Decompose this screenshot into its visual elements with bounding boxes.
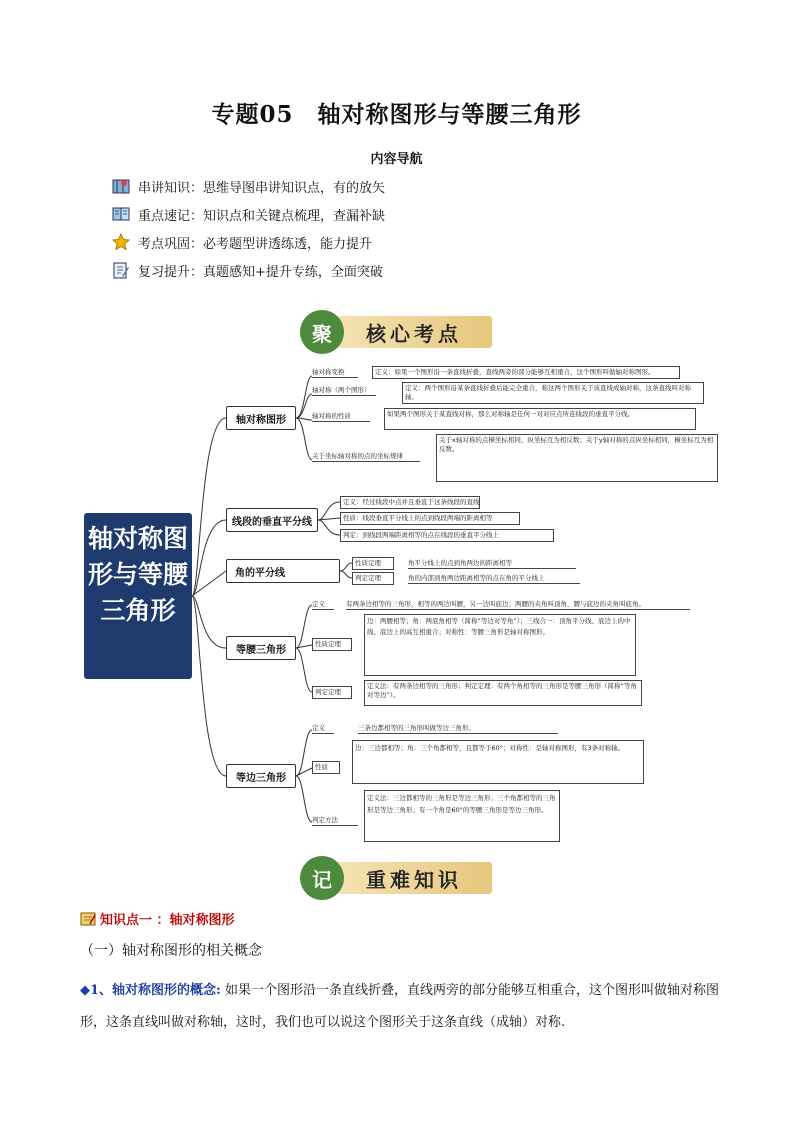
page-title: 专题05 轴对称图形与等腰三角形 xyxy=(211,101,582,128)
mindmap-branch: 等腰三角形 xyxy=(226,636,296,660)
concept-text: 如果一个图形沿一条直线折叠，直线两旁的部分能够互相重合，这个图形叫做轴对称图形，这条直线叫做对称轴，这时，我们也可以说这个图形关于这条直线（成轴）对称. xyxy=(80,983,719,1030)
mindmap-leaf-detail: 定义：如果一个图形沿一条直线折叠，直线两旁的部分能够互相重合，这个图形叫做轴对称图形。 xyxy=(372,366,680,379)
content-nav-title: 内容导航 xyxy=(370,152,423,167)
mindmap-leaf: 定义：经过线段中点并且垂直于这条线段的直线 xyxy=(340,496,480,509)
concept-paragraph xyxy=(80,975,720,1039)
mindmap-leaf: 判定：到线段两端距离相等的点在线段的垂直平分线上 xyxy=(340,529,554,542)
section-subheading: （一）轴对称图形的相关概念 xyxy=(80,943,262,959)
mindmap-leaf: 性质定理 xyxy=(352,557,394,570)
banner-badge: 记 xyxy=(300,856,344,900)
mindmap-leaf: 轴对称变换 xyxy=(312,368,358,378)
mindmap-leaf-detail: 角平分线上的点到角两边的距离相等 xyxy=(408,559,576,569)
mindmap-leaf: 判定方法 xyxy=(312,816,358,826)
mindmap-leaf: 定义 xyxy=(312,600,334,610)
mindmap-leaf-detail: 如果两个图形关于某直线对称，那么对称轴是任何一对对应点所连线段的垂直平分线。 xyxy=(384,408,696,430)
concept-label: ◆1、轴对称图形的概念: xyxy=(80,983,221,998)
mindmap-leaf-detail: 边：三边都相等；角：三个角都相等，且都等于60°；对称性：是轴对称图形，有3条对称轴。 xyxy=(352,740,644,784)
mindmap-root: 轴对称图形与等腰三角形 xyxy=(84,513,192,679)
banner-key-knowledge xyxy=(300,856,494,900)
mindmap-leaf: 性质定理 xyxy=(312,638,352,651)
mindmap-branch: 线段的垂直平分线 xyxy=(226,508,318,532)
mindmap-branch: 等边三角形 xyxy=(226,764,296,788)
mindmap-leaf: 性质：线段垂直平分线上的点到线段两端的距离相等 xyxy=(340,512,520,525)
mindmap-leaf-detail: 有两条边相等的三角形，相等的两边叫腰，另一边叫底边；两腰的夹角叫顶角，腰与底边的夹角叫底角。 xyxy=(346,600,690,610)
nav-item-label: 串讲知识：思维导图串讲知识点，有的放矢 xyxy=(138,180,386,196)
mindmap-leaf: 轴对称的性质 xyxy=(312,412,370,422)
section-heading-text: 知识点一 ：轴对称图形 xyxy=(100,913,235,928)
mindmap-leaf: 定义 xyxy=(312,724,334,734)
mindmap-leaf-detail: 定义：两个图形沿某条直线折叠后能完全重合，称这两个图形关于该直线成轴对称，这条直线叫对称轴。 xyxy=(402,382,704,404)
mindmap-leaf: 性质 xyxy=(312,761,340,774)
section-heading xyxy=(80,909,235,928)
mindmap-leaf-detail: 三条边都相等的三角形叫做等边三角形。 xyxy=(358,724,558,734)
mindmap-leaf: 关于坐标轴对称的点的坐标规律 xyxy=(312,452,420,462)
mindmap-leaf-detail: 角的内部到角两边距离相等的点在角的平分线上 xyxy=(408,574,580,584)
mindmap-leaf-detail: 关于x轴对称的点横坐标相同，纵坐标互为相反数；关于y轴对称的点纵坐标相同，横坐标互为相反数。 xyxy=(436,434,718,482)
mindmap-leaf: 判定定理 xyxy=(352,572,394,585)
nav-item-label: 重点速记：知识点和关键点梳理，查漏补缺 xyxy=(138,208,386,224)
mindmap-leaf: 轴对称（两个图形） xyxy=(312,386,376,396)
banner-text: 重难知识 xyxy=(336,862,492,894)
banner-badge: 聚 xyxy=(300,310,344,354)
mindmap-leaf: 判定定理 xyxy=(312,686,352,699)
mindmap-leaf-detail: 定义法：三边都相等的三角形是等边三角形；三个角都相等的三角形是等边三角形；有一个角是60°的等腰三角形是等边三角形。 xyxy=(364,790,560,842)
mindmap-leaf-detail: 定义法：有两条边相等的三角形；判定定理：有两个角相等的三角形是等腰三角形（简称“等角对等边”）。 xyxy=(364,680,642,706)
nav-item-label: 复习提升：真题感知+提升专练，全面突破 xyxy=(138,264,383,280)
mindmap-leaf-detail: 边：两腰相等；角：两底角相等（简称“等边对等角”）；三线合一：顶角平分线、底边上的中线、底边上的高互相重合；对称性：等腰三角形是轴对称图形。 xyxy=(364,614,636,676)
nav-item-label: 考点巩固：必考题型讲透练透，能力提升 xyxy=(138,236,373,252)
banner-text: 核心考点 xyxy=(336,316,492,348)
mindmap-branch: 轴对称图形 xyxy=(226,406,296,430)
notebook-icon xyxy=(80,912,96,926)
mindmap-branch: 角的平分线 xyxy=(226,559,340,583)
